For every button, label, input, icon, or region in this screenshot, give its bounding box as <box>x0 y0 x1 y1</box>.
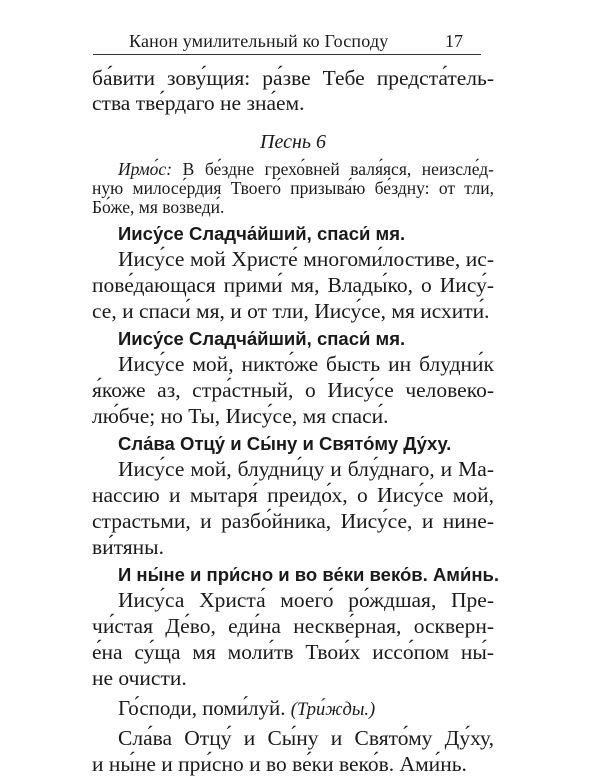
text-line: ви́тяны. <box>92 535 164 559</box>
text-line: лю́бче; но Ты, Иису́се, мя спаси́. <box>92 404 389 428</box>
page-number: 17 <box>445 31 463 51</box>
text-line: Иису́се мой, никто́же бысть ин блудни́к <box>118 352 494 376</box>
text-line: Иису́се мой Христе́ многоми́лостиве, ис- <box>118 247 494 271</box>
thrice-note: (Три́жды.) <box>290 700 376 720</box>
text-line: ства тве́рдаго не зна́ем. <box>92 91 305 115</box>
refrain: Иису́се Сладча́йший, спаси́ мя. <box>118 223 406 244</box>
text-line: ба́вити зову́щия: ра́зве Тебе предста́тель- <box>92 66 494 90</box>
refrain: И ны́не и при́сно и во ве́ки веко́в. Ами́нь. <box>118 564 500 585</box>
text-line: Иису́се мой, блудни́цу и блу́днаго, и Ма- <box>118 457 494 481</box>
text-line: и ны́не и при́сно и во ве́ки веко́в. Ами́нь. <box>92 752 467 776</box>
text-line: нассию и мытаря́ преидо́х, о Иису́се мой, <box>92 483 494 507</box>
irmos-text: В бе́здне грехо́вней валя́яся, неизсле́д- <box>172 159 494 179</box>
troparion <box>92 246 494 324</box>
text-line: страстьми, и разбо́йника, Иису́се, и нине- <box>92 509 494 533</box>
running-header <box>93 18 481 55</box>
refrain: Сла́ва Отцу́ и Сы́ну и Свято́му Ду́ху. <box>118 433 452 454</box>
text-line: чи́стая Де́во, еди́на нескве́рная, оскверн- <box>92 614 494 638</box>
theotokion <box>92 587 494 691</box>
troparion <box>92 456 494 560</box>
irmos-label: Ирмо́с: <box>118 159 173 179</box>
text-line <box>92 160 494 179</box>
refrain: Иису́се Сладча́йший, спаси́ мя. <box>118 328 406 349</box>
song-heading: Песнь 6 <box>260 131 326 153</box>
text-line: Иису́са Христа́ моего́ ро́ждшая, Пре- <box>118 588 494 612</box>
lord-have-mercy <box>92 695 494 723</box>
text-line: я́коже аз, стра́стный, о Иису́се человеко- <box>92 378 494 402</box>
text-line: се, и спаси́ мя, и от тли, Иису́се, мя исхити́. <box>92 299 490 323</box>
text-line: пове́дающася прими́ мя, Влады́ко, о Иису́- <box>92 273 494 297</box>
prayer-text: Го́споди, поми́луй. <box>118 696 286 720</box>
text-line: е́на су́ща мя моли́тв Твои́х иссо́пом ны́- <box>92 640 494 664</box>
text-line: Бо́же, мя возведи́. <box>92 197 225 217</box>
opening-paragraph <box>92 66 494 116</box>
text-line: не очисти. <box>92 666 187 690</box>
doxology <box>92 725 494 777</box>
irmos-paragraph <box>92 160 494 217</box>
running-title: Канон умилительный ко Господу <box>129 31 389 51</box>
page-content <box>92 66 500 777</box>
troparion <box>92 351 494 429</box>
text-line: Сла́ва Отцу́ и Сы́ну и Свято́му Ду́ху, <box>118 726 494 750</box>
text-line: ную милосе́рдия Твоего́ призыва́ю бе́здну: от тли, <box>92 178 494 198</box>
